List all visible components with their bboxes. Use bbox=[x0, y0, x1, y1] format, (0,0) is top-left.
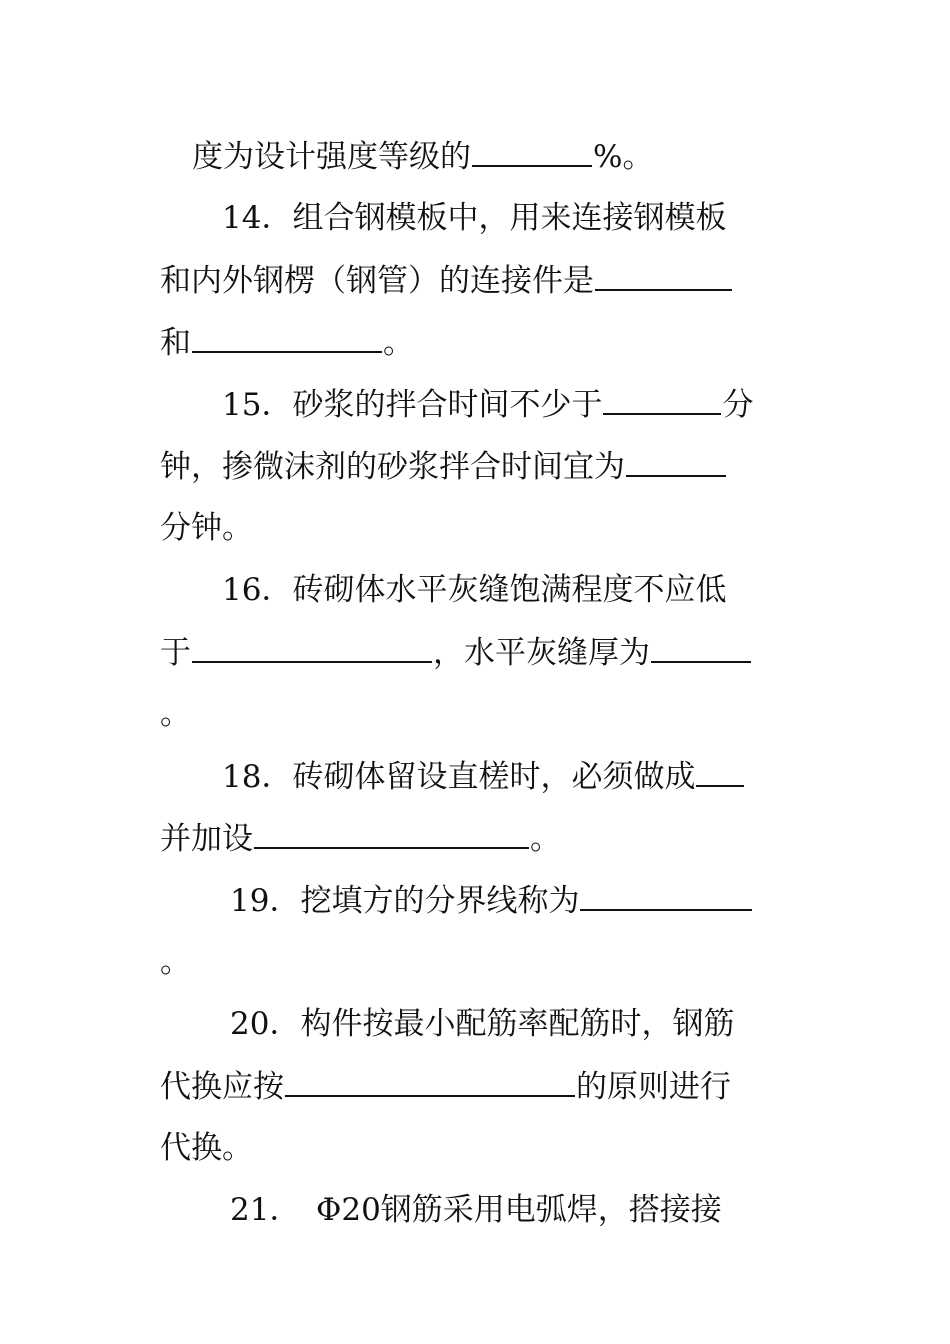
fill-blank bbox=[626, 441, 726, 477]
question-15-line bbox=[222, 379, 753, 429]
text-line bbox=[160, 1123, 253, 1173]
fill-blank bbox=[651, 627, 751, 663]
text-span: 于 bbox=[160, 635, 191, 671]
fill-blank bbox=[192, 317, 382, 353]
question-18-line bbox=[222, 751, 745, 801]
text-span: 21． Φ20钢筋采用电弧焊，搭接接 bbox=[230, 1192, 722, 1228]
text-line bbox=[160, 937, 191, 987]
text-span: ，水平灰缝厚为 bbox=[433, 635, 650, 671]
text-span: %。 bbox=[593, 139, 654, 175]
text-span: 代换。 bbox=[160, 1130, 253, 1166]
question-16-line bbox=[222, 565, 726, 615]
text-line bbox=[160, 317, 414, 367]
text-line bbox=[160, 1061, 731, 1111]
text-line bbox=[160, 813, 561, 863]
text-span: 度为设计强度等级的 bbox=[192, 139, 471, 175]
text-span: 钟，掺微沫剂的砂浆拌合时间宜为 bbox=[160, 449, 625, 485]
fill-blank bbox=[472, 131, 592, 167]
text-span: 。 bbox=[530, 821, 561, 857]
text-span: 16．砖砌体水平灰缝饱满程度不应低 bbox=[222, 572, 727, 608]
text-span: 18．砖砌体留设直槎时，必须做成 bbox=[222, 759, 696, 795]
text-line bbox=[160, 255, 733, 305]
text-span: 14．组合钢模板中，用来连接钢模板 bbox=[222, 200, 727, 236]
text-span: 并加设 bbox=[160, 821, 253, 857]
text-span: 15．砂浆的拌合时间不少于 bbox=[222, 387, 603, 423]
text-span: 。 bbox=[160, 944, 191, 980]
text-span: 代换应按 bbox=[160, 1069, 284, 1105]
text-span: 分钟。 bbox=[160, 510, 253, 546]
text-line bbox=[160, 627, 752, 677]
text-line bbox=[160, 503, 253, 553]
fill-blank bbox=[696, 751, 744, 787]
question-19-line bbox=[230, 875, 753, 925]
text-span: 。 bbox=[160, 696, 191, 732]
fill-blank bbox=[192, 627, 432, 663]
text-line bbox=[192, 131, 653, 181]
question-21-line bbox=[230, 1185, 722, 1235]
fill-blank bbox=[580, 875, 752, 911]
question-14-line bbox=[222, 193, 726, 243]
text-span: 的原则进行 bbox=[576, 1069, 731, 1105]
fill-blank bbox=[595, 255, 732, 291]
text-span: 和 bbox=[160, 325, 191, 361]
text-span: 20．构件按最小配筋率配筋时，钢筋 bbox=[230, 1006, 735, 1042]
fill-blank bbox=[285, 1061, 575, 1097]
text-span: 。 bbox=[383, 325, 414, 361]
fill-blank bbox=[254, 813, 529, 849]
text-span: 19．挖填方的分界线称为 bbox=[230, 883, 580, 919]
text-line bbox=[160, 441, 727, 491]
text-line bbox=[160, 689, 191, 739]
fill-blank bbox=[603, 379, 721, 415]
text-span: 分 bbox=[722, 387, 754, 423]
question-20-line bbox=[230, 999, 734, 1049]
text-span: 和内外钢楞（钢管）的连接件是 bbox=[160, 263, 594, 299]
